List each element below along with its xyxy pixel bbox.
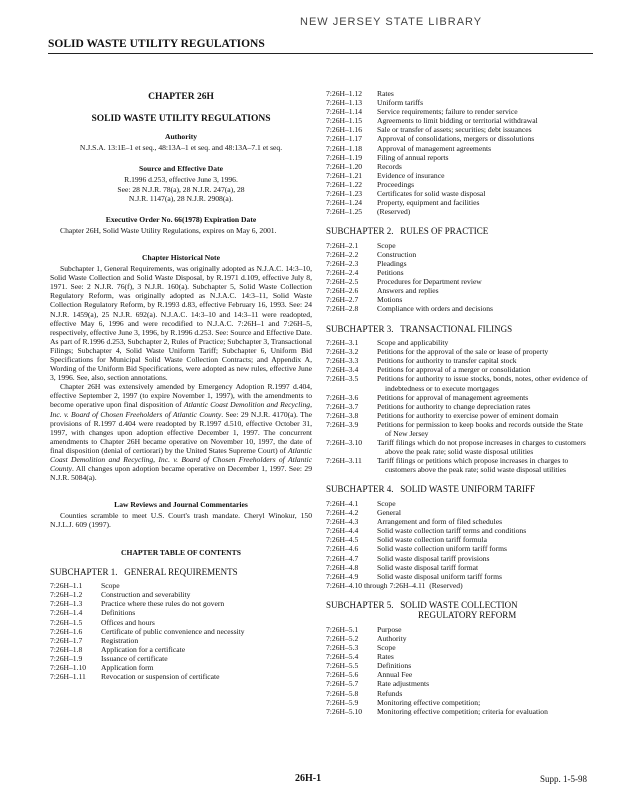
section-title: Arrangement and form of filed schedules (377, 517, 503, 527)
toc-entry (50, 654, 312, 663)
toc-entry (50, 599, 312, 608)
section-number: 7:26H–1.19 (326, 152, 363, 162)
section-title: Petitions for approval of a merger or consolidation (377, 365, 531, 375)
section-number: 7:26H–5.9 (326, 697, 359, 707)
subchapter-4-heading: SUBCHAPTER 4. SOLID WASTE UNIFORM TARIFF (326, 484, 535, 495)
toc-entry (326, 268, 588, 277)
section-title: Purpose (377, 624, 402, 634)
toc-entry (50, 672, 312, 681)
header-rule (48, 53, 593, 54)
toc-entry (326, 526, 588, 535)
toc-entry (326, 365, 588, 374)
section-title: Motions (377, 295, 403, 305)
section-number: 7:26H–4.7 (326, 553, 359, 563)
section-title: Tariff filings which do not propose increases in charges to customers above the peak rate; solid waste disposal utilities (377, 438, 586, 457)
section-title: Issuance of certificate (101, 653, 168, 663)
executive-order-text: Chapter 26H, Solid Waste Utility Regulations, expires on May 6, 2001. (60, 225, 277, 235)
section-number: 7:26H–2.1 (326, 240, 359, 250)
law-reviews-heading: Law Reviews and Journal Commentaries (114, 500, 248, 510)
section-number: 7:26H–3.3 (326, 356, 359, 366)
law-reviews-text: Counties scramble to meet U.S. Court's trash mandate. Cheryl Winokur, 150 N.J.L.J. 609 (1997). (50, 511, 312, 530)
toc-entry (326, 698, 588, 707)
toc-entry (326, 98, 588, 107)
toc-entry (326, 438, 588, 456)
section-title: Monitoring effective competition; criteria for evaluation (377, 706, 548, 716)
supplement-date: Supp. 1-5-98 (540, 774, 587, 784)
section-title: Procedures for Department review (377, 277, 482, 287)
section-title: Filing of annual reports (377, 152, 449, 162)
section-number: 7:26H–1.4 (50, 608, 83, 618)
historical-note-paragraph: Subchapter 1, General Requirements, was originally adopted as N.J.A.C. 14:3–10, Solid Waste Collection and Solid Waste Disposal, by R.1971 d.109, effective July 8, 1971. See: 2 N.J.R. 76(f), 3 N.J.R. 160(a). Subchapter 5, Solid Waste Collection Regulatory Reform, was originally adopted as N.J.A.C. 14:3–11, Solid Waste Collection Regulatory Reform, by R.1993 d.83, effective February 16, 1993. See: 24 N.J.R. 1459(a), 25 N.J.R. 692(a). N.J.A.C. 14:3–10 and 14:3–11 were readopted, effective May 6, 1996 and were recodified to N.J.A.C. 7:26H–1 and 7:26H–5, respectively, effective June 3, 1996, by R.1996 d.253. See: Source and Effective Date. As part of R.1996 d.253, Subchapter 2, Rules of Practice; Subchapter 3, Transactional Filings; Subchapter 4, Solid Waste Uniform Tariff; Subchapter 6, Uniform Bid Specifications for Municipal Solid Waste Collection Contracts; and Appendix A, Wording of the Uniform Bid Specifications, were adopted as new rules, effective June 3, 1996. See, also, section annotations. (50, 264, 312, 383)
toc-entry (326, 153, 588, 162)
section-number: 7:26H–1.24 (326, 198, 363, 208)
section-title: Definitions (377, 661, 412, 671)
toc-entry (326, 347, 588, 356)
toc-entry (326, 116, 588, 125)
section-number: 7:26H–3.5 (326, 374, 359, 384)
section-title: Petitions for authority to transfer capital stock (377, 356, 517, 366)
section-title: Rates (377, 89, 394, 98)
section-number: 7:26H–1.12 (326, 89, 363, 98)
section-number: 7:26H–2.4 (326, 268, 359, 278)
section-number: 7:26H–3.7 (326, 401, 359, 411)
toc-entry (326, 661, 588, 670)
section-number: 7:26H–4.10 through 7:26H–4.11 (326, 580, 426, 590)
section-number: 7:26H–1.14 (326, 107, 363, 117)
section-title: Offices and hours (101, 617, 155, 627)
section-title: Agreements to limit bidding or territorial withdrawal (377, 116, 538, 126)
section-title: Uniform tariffs (377, 98, 424, 108)
section-number: 7:26H–2.7 (326, 295, 359, 305)
subchapter-1-heading: SUBCHAPTER 1. GENERAL REQUIREMENTS (50, 566, 238, 577)
running-title: SOLID WASTE UTILITY REGULATIONS (48, 38, 265, 50)
subchapter-5-list (326, 625, 588, 716)
section-title: Rates (377, 652, 394, 662)
section-number: 7:26H–1.17 (326, 134, 363, 144)
section-title: Petitions for authority to issue stocks, bonds, notes, other evidence of indebtedness or to execute mortgages (377, 374, 588, 393)
section-title: Records (377, 161, 402, 171)
toc-entry (326, 259, 588, 268)
toc-entry (326, 144, 588, 153)
section-number: 7:26H–5.5 (326, 661, 359, 671)
section-number: 7:26H–1.18 (326, 143, 363, 153)
section-number: 7:26H–4.3 (326, 517, 359, 527)
section-title: Petitions for authority to change depreciation rates (377, 401, 531, 411)
toc-entry (326, 393, 588, 402)
section-number: 7:26H–3.10 (326, 438, 363, 448)
toc-entry (326, 241, 588, 250)
section-title: Scope and applicability (377, 338, 449, 348)
section-title: Scope (101, 581, 120, 591)
section-number: 7:26H–1.16 (326, 125, 363, 135)
section-title: Solid waste collection tariff terms and conditions (377, 526, 527, 536)
toc-entry (326, 456, 588, 474)
page-number: 26H-1 (295, 773, 322, 784)
subchapter-3-list (326, 338, 588, 474)
toc-entry (326, 134, 588, 143)
section-title: Approval of consolidations, mergers or dissolutions (377, 134, 535, 144)
section-title: Application for a certificate (101, 644, 186, 654)
toc-entry (326, 304, 588, 313)
section-number: 7:26H–4.5 (326, 535, 359, 545)
section-number: 7:26H–4.8 (326, 562, 359, 572)
section-number: 7:26H–1.15 (326, 116, 363, 126)
toc-entry (326, 277, 588, 286)
toc-entry (326, 125, 588, 134)
section-number: 7:26H–3.1 (326, 338, 359, 348)
toc-entry (50, 663, 312, 672)
section-number: 7:26H–4.2 (326, 508, 359, 518)
subchapter-1-list-continued (326, 89, 588, 216)
section-title: Monitoring effective competition; (377, 697, 481, 707)
section-number: 7:26H–1.6 (50, 626, 83, 636)
right-column (326, 89, 588, 716)
section-number: 7:26H–1.10 (50, 663, 87, 672)
section-title: (Reserved) (429, 580, 463, 590)
section-title: Petitions for authority to exercise power of eminent domain (377, 410, 559, 420)
toc-entry (326, 508, 588, 517)
toc-entry (326, 295, 588, 304)
chapter-title: SOLID WASTE UTILITY REGULATIONS (91, 114, 271, 125)
section-number: 7:26H–5.3 (326, 643, 359, 653)
section-title: Rate adjustments (377, 679, 430, 689)
section-number: 7:26H–4.4 (326, 526, 359, 536)
toc-entry (326, 581, 588, 590)
section-title: Solid waste collection tariff formula (377, 535, 487, 545)
section-number: 7:26H–1.3 (50, 599, 83, 609)
section-title: Proceedings (377, 179, 415, 189)
toc-entry (326, 572, 588, 581)
section-number: 7:26H–5.6 (326, 670, 359, 680)
section-number: 7:26H–1.9 (50, 653, 83, 663)
section-number: 7:26H–1.22 (326, 179, 363, 189)
section-title: Petitions (377, 268, 404, 278)
toc-entry (50, 581, 312, 590)
chapter-number: CHAPTER 26H (148, 92, 214, 102)
section-number: 7:26H–1.21 (326, 170, 363, 180)
executive-order-heading: Executive Order No. 66(1978) Expiration Date (105, 214, 257, 224)
toc-entry (50, 618, 312, 627)
toc-entry (326, 338, 588, 347)
section-title: Certificate of public convenience and necessity (101, 626, 245, 636)
subchapter-3-heading: SUBCHAPTER 3. TRANSACTIONAL FILINGS (326, 323, 513, 334)
toc-entry (326, 171, 588, 180)
section-number: 7:26H–1.13 (326, 98, 363, 108)
section-title: Petitions for permission to keep books and records outside the State of New Jersey (377, 419, 583, 438)
subchapter-5-heading: SUBCHAPTER 5. SOLID WASTE COLLECTION REGULATORY REFORM (326, 599, 518, 621)
toc-entry (326, 625, 588, 634)
toc-entry (50, 636, 312, 645)
section-title: Solid waste disposal uniform tariff forms (377, 571, 502, 581)
section-title: Solid waste disposal tariff provisions (377, 553, 490, 563)
toc-entry (326, 420, 588, 438)
section-title: Practice where these rules do not govern (101, 599, 225, 609)
section-number: 7:26H–2.8 (326, 304, 359, 314)
toc-entry (326, 563, 588, 572)
section-title: Property, equipment and facilities (377, 198, 480, 208)
toc-entry (326, 643, 588, 652)
section-title: Scope (377, 643, 396, 653)
source-heading: Source and Effective Date (138, 164, 223, 174)
section-number: 7:26H–1.23 (326, 189, 363, 199)
section-title: Refunds (377, 688, 403, 698)
section-number: 7:26H–3.9 (326, 419, 359, 429)
toc-entry (326, 198, 588, 207)
toc-entry (326, 411, 588, 420)
section-number: 7:26H–5.2 (326, 634, 359, 643)
section-title: Construction (377, 249, 417, 259)
toc-entry (326, 402, 588, 411)
section-title: Registration (101, 635, 139, 645)
toc-entry (326, 634, 588, 643)
source-line: See: 28 N.J.R. 78(a), 28 N.J.R. 247(a), 28 (117, 184, 245, 194)
section-number: 7:26H–5.4 (326, 652, 359, 662)
section-title: Evidence of insurance (377, 170, 445, 180)
toc-entry (50, 608, 312, 617)
section-title: Revocation or suspension of certificate (101, 672, 220, 682)
section-title: Compliance with orders and decisions (377, 304, 493, 314)
section-number: 7:26H–3.4 (326, 365, 359, 375)
section-title: Tariff filings or petitions which propose increases in charges to customers above the peak rate; solid waste disposal utilities (377, 456, 569, 475)
toc-entry (326, 250, 588, 259)
authority-heading: Authority (164, 132, 198, 142)
section-number: 7:26H–3.6 (326, 392, 359, 402)
historical-note-paragraph-2: Chapter 26H was extensively amended by Emergency Adoption R.1997 d.404, effective September 2, 1997 (to expire November 1, 1997), with the amendments to become operative upon final disposition of Atlantic Coast Demolition and Recycling, Inc. v. Board of Chosen Freeholders of Atlantic County. See: 29 N.J.R. 4170(a). The provisions of R.1997 d.404 were readopted by R.1997 d.510, effective October 31, 1997, with changes upon adoption effective December 1, 1997. The concurrent amendments to Chapter 26H became operative on November 10, 1997, the date of final disposition (denial of certiorari) by the United States Supreme Court) of Atlantic Coast Demolition and Recycling, Inc. v. Board of Chosen Freeholders of Atlantic County. All changes upon adoption became operative on December 1, 1997. See: 29 N.J.R. 5084(a). (50, 382, 312, 483)
toc-entry (326, 707, 588, 716)
toc-heading: CHAPTER TABLE OF CONTENTS (121, 547, 241, 557)
section-number: 7:26H–1.2 (50, 590, 83, 600)
section-title: Pleadings (377, 259, 407, 268)
section-title: Sale or transfer of assets; securities; debt issuances (377, 125, 532, 135)
section-title: Approval of management agreements (377, 143, 492, 153)
section-title: (Reserved) (377, 207, 411, 217)
subchapter-2-heading: SUBCHAPTER 2. RULES OF PRACTICE (326, 226, 489, 237)
section-title: Solid waste collection uniform tariff forms (377, 544, 507, 554)
section-title: Application form (101, 663, 154, 672)
section-title: Petitions for approval of management agreements (377, 392, 529, 402)
section-number: 7:26H–2.5 (326, 277, 359, 287)
library-stamp: NEW JERSEY STATE LIBRARY (300, 16, 483, 28)
section-number: 7:26H–4.9 (326, 571, 359, 581)
toc-entry (326, 180, 588, 189)
section-number: 7:26H–4.1 (326, 498, 359, 508)
toc-entry (326, 544, 588, 553)
toc-entry (326, 499, 588, 508)
subchapter-1-list (50, 581, 312, 681)
toc-entry (50, 645, 312, 654)
toc-entry (326, 356, 588, 365)
section-number: 7:26H–2.2 (326, 249, 359, 259)
section-title: Answers and replies (377, 286, 439, 296)
section-title: Scope (377, 240, 396, 250)
section-number: 7:26H–1.8 (50, 644, 83, 654)
subchapter-2-list (326, 241, 588, 314)
source-line: R.1996 d.253, effective June 3, 1996. (124, 175, 238, 185)
section-title: Petitions for the approval of the sale or lease of property (377, 347, 549, 357)
section-number: 7:26H–5.8 (326, 688, 359, 698)
toc-entry (326, 670, 588, 679)
section-number: 7:26H–2.3 (326, 259, 359, 268)
toc-entry (326, 535, 588, 544)
toc-entry (326, 286, 588, 295)
source-line: N.J.R. 1147(a), 28 N.J.R. 2908(a). (128, 193, 234, 203)
section-number: 7:26H–2.6 (326, 286, 359, 296)
section-number: 7:26H–5.7 (326, 679, 359, 689)
section-title: Definitions (101, 608, 136, 618)
toc-entry (326, 189, 588, 198)
toc-entry (326, 207, 588, 216)
section-number: 7:26H–1.7 (50, 635, 83, 645)
toc-entry (326, 554, 588, 563)
section-number: 7:26H–3.8 (326, 410, 359, 420)
left-column (50, 93, 312, 681)
section-number: 7:26H–4.6 (326, 544, 359, 554)
toc-entry (326, 517, 588, 526)
section-title: General (377, 508, 402, 518)
toc-entry (326, 107, 588, 116)
toc-entry (326, 679, 588, 688)
section-number: 7:26H–1.5 (50, 617, 83, 627)
toc-entry (50, 590, 312, 599)
section-number: 7:26H–5.10 (326, 706, 363, 716)
section-number: 7:26H–1.25 (326, 207, 363, 217)
section-number: 7:26H–1.11 (50, 672, 86, 682)
authority-text: N.J.S.A. 13:1E–1 et seq., 48:13A–1 et seq. and 48:13A–7.1 et seq. (79, 143, 283, 153)
section-title: Solid waste disposal tariff format (377, 562, 479, 572)
section-title: Certificates for solid waste disposal (377, 189, 486, 199)
toc-entry (326, 689, 588, 698)
section-number: 7:26H–1.1 (50, 581, 83, 591)
toc-entry (326, 162, 588, 171)
historical-note-heading: Chapter Historical Note (142, 252, 220, 262)
section-title: Scope (377, 498, 396, 508)
section-title: Authority (377, 634, 407, 643)
section-number: 7:26H–3.11 (326, 456, 362, 466)
section-number: 7:26H–5.1 (326, 624, 359, 634)
section-number: 7:26H–3.2 (326, 347, 359, 357)
toc-entry (50, 627, 312, 636)
section-number: 7:26H–1.20 (326, 161, 363, 171)
toc-entry (326, 374, 588, 392)
toc-entry (326, 652, 588, 661)
section-title: Annual Fee (377, 670, 413, 680)
toc-entry (326, 89, 588, 98)
section-title: Service requirements; failure to render service (377, 107, 518, 117)
section-title: Construction and severability (101, 590, 191, 600)
subchapter-4-list (326, 499, 588, 590)
